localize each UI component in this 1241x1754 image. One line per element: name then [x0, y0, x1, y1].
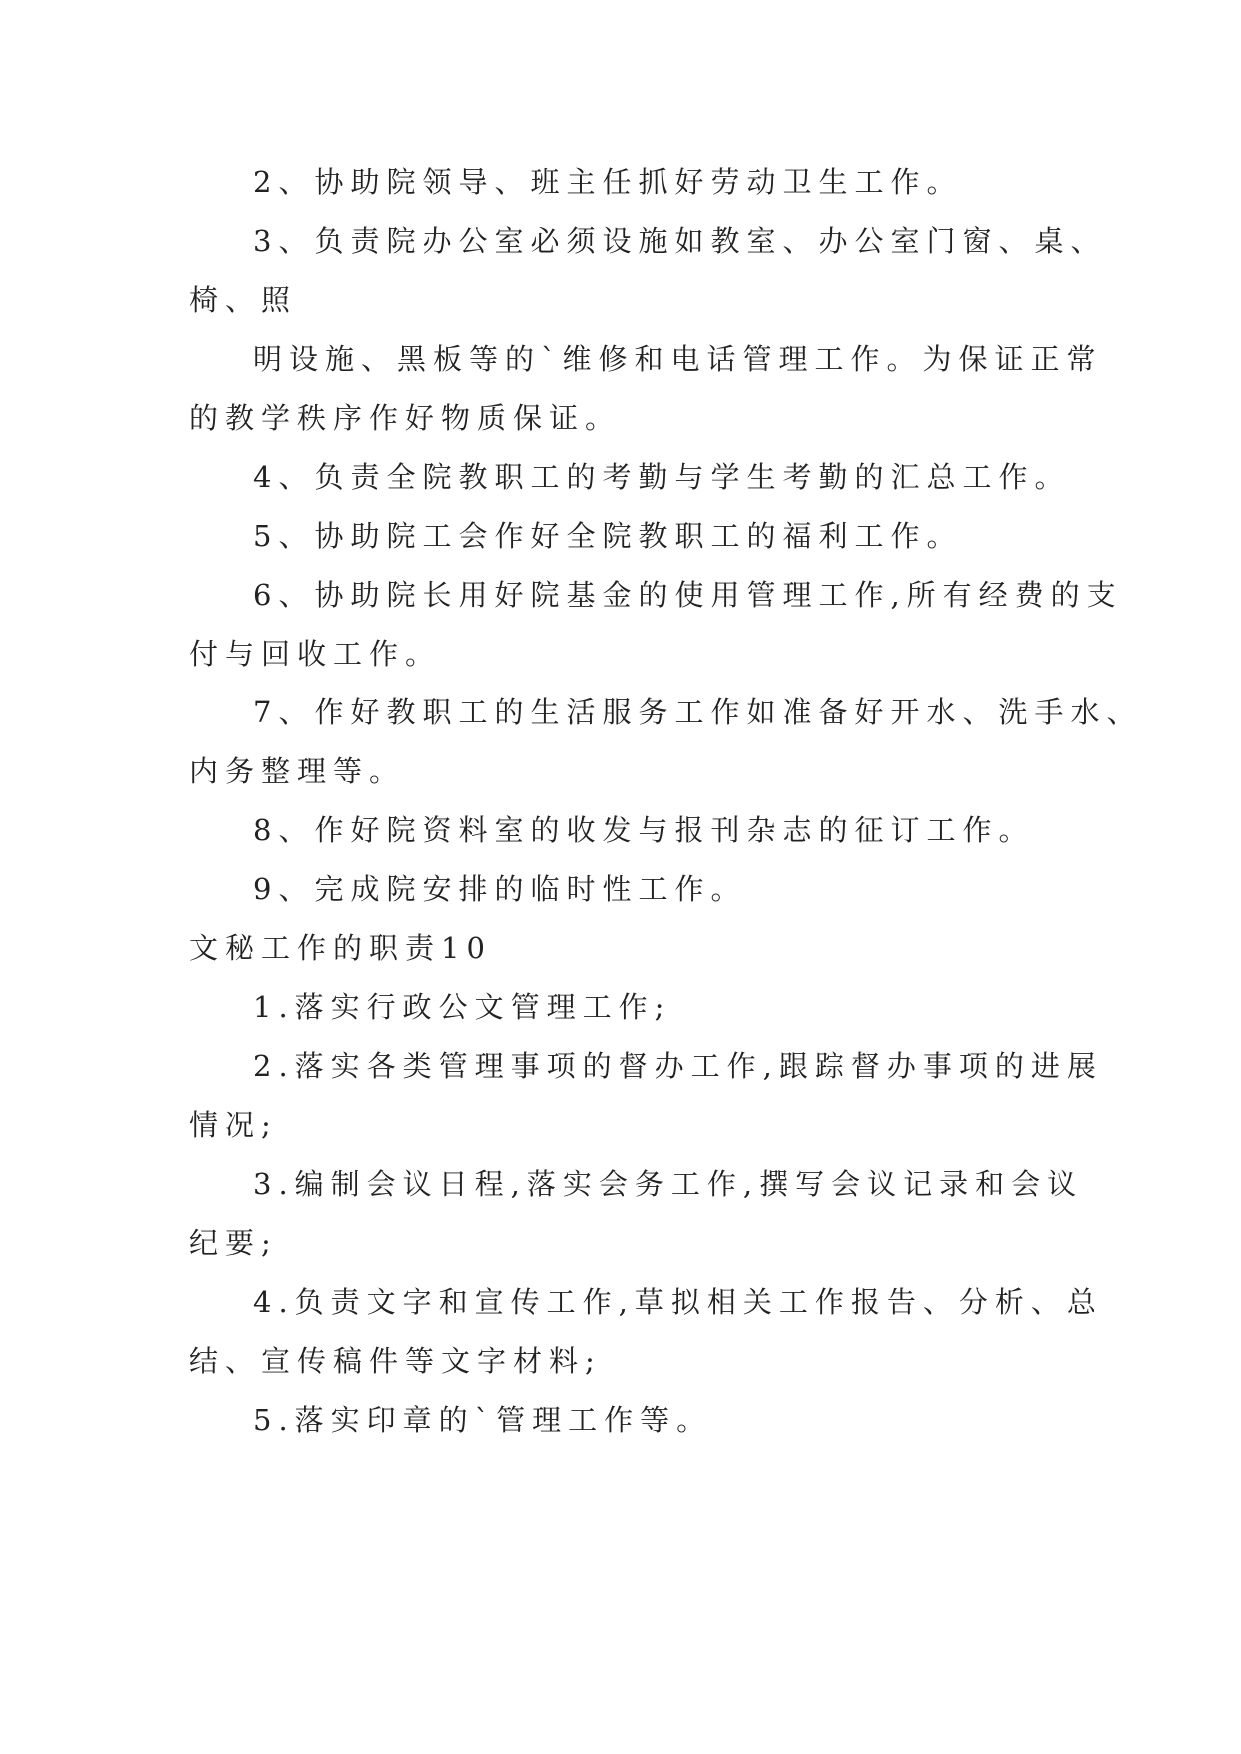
text-line: 8、作好院资料室的收发与报刊杂志的征订工作。: [253, 813, 1035, 847]
text-line: 1.落实行政公文管理工作;: [253, 990, 672, 1024]
text-line: 4.负责文字和宣传工作,草拟相关工作报告、分析、总: [253, 1285, 1103, 1319]
text-line: 5.落实印章的`管理工作等。: [253, 1403, 713, 1437]
text-line: 3、负责院办公室必须设施如教室、办公室门窗、桌、: [253, 224, 1107, 258]
text-line: 6、协助院长用好院基金的使用管理工作,所有经费的支: [253, 578, 1123, 612]
text-line: 内务整理等。: [189, 754, 406, 788]
text-line: 3.编制会议日程,落实会务工作,撰写会议记录和会议: [253, 1167, 1084, 1201]
text-line: 2.落实各类管理事项的督办工作,跟踪督办事项的进展: [253, 1049, 1103, 1083]
text-line: 2、协助院领导、班主任抓好劳动卫生工作。: [253, 165, 963, 199]
text-line: 的教学秩序作好物质保证。: [189, 401, 622, 435]
text-line: 明设施、黑板等的`维修和电话管理工作。为保证正常: [253, 342, 1103, 376]
text-line: 情况;: [189, 1108, 278, 1142]
text-line: 纪要;: [189, 1226, 278, 1260]
section-heading: 文秘工作的职责10: [189, 931, 492, 965]
text-line: 结、宣传稿件等文字材料;: [189, 1344, 602, 1378]
text-line: 7、作好教职工的生活服务工作如准备好开水、洗手水、: [253, 695, 1143, 729]
text-line: 4、负责全院教职工的考勤与学生考勤的汇总工作。: [253, 460, 1071, 494]
text-line: 椅、照: [189, 283, 298, 317]
text-line: 付与回收工作。: [189, 637, 442, 671]
text-line: 5、协助院工会作好全院教职工的福利工作。: [253, 519, 963, 553]
text-line: 9、完成院安排的临时性工作。: [253, 872, 747, 906]
